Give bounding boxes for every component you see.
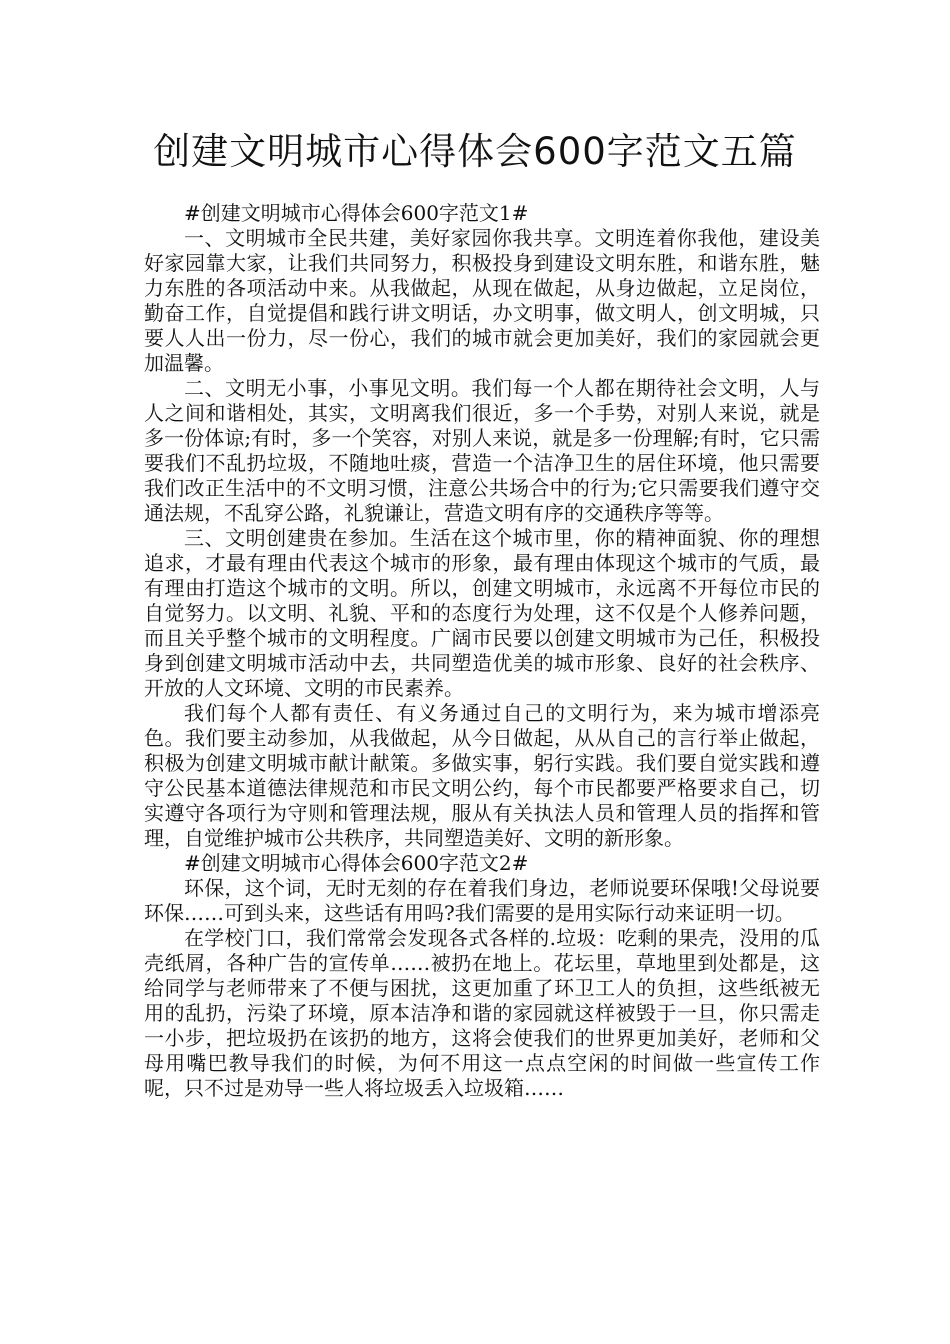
paragraph: 在学校门口，我们常常会发现各式各样的.垃圾：吃剩的果壳，没用的瓜壳纸屑，各种广告的宣传单……被扔在地上。花坛里，草地里到处都是，这给同学与老师带来了不便与困扰，这更加重了环卫工人的负担，这些纸被无用的乱扔，污染了环境，原本洁净和谐的家园就这样被毁于一旦，你只需走一小步，把垃圾扔在该扔的地方，这将会使我们的世界更加美好，老师和父母用嘴巴教导我们的时候，为何不用这一点点空闲的时间做一些宣传工作呢，只不过是劝导一些人将垃圾丢入垃圾箱…… <box>144 926 820 1100</box>
document-body <box>144 201 820 1101</box>
paragraph: 我们每个人都有责任、有义务通过自己的文明行为，来为城市增添亮色。我们要主动参加，从我做起，从今日做起，从从自己的言行举止做起，积极为创建文明城市献计献策。多做实事，躬行实践。我们要自觉实践和遵守公民基本道德法律规范和市民文明公约，每个市民都要严格要求自己，切实遵守各项行为守则和管理法规，服从有关执法人员和管理人员的指挥和管理，自觉维护城市公共秩序，共同塑造美好、文明的新形象。 <box>144 701 820 850</box>
section-heading-2: #创建文明城市心得体会600字范文2# <box>184 851 529 875</box>
section-heading-1: #创建文明城市心得体会600字范文1# <box>184 201 529 225</box>
paragraph: 环保，这个词，无时无刻的存在着我们身边，老师说要环保哦!父母说要环保……可到头来，这些话有用吗?我们需要的是用实际行动来证明一切。 <box>144 876 820 925</box>
document-title: 创建文明城市心得体会600字范文五篇 <box>153 130 797 173</box>
paragraph: 三、文明创建贵在参加。生活在这个城市里，你的精神面貌、你的理想追求，才最有理由代表这个城市的形象，最有理由体现这个城市的气质，最有理由打造这个城市的文明。所以，创建文明城市，永远离不开每位市民的自觉努力。以文明、礼貌、平和的态度行为处理，这不仅是个人修养问题，而且关乎整个城市的文明程度。广阔市民要以创建文明城市为己任，积极投身到创建文明城市活动中去，共同塑造优美的城市形象、良好的社会秩序、开放的人文环境、文明的市民素养。 <box>144 526 820 700</box>
paragraph: 二、文明无小事，小事见文明。我们每一个人都在期待社会文明，人与人之间和谐相处，其实，文明离我们很近，多一个手势，对别人来说，就是多一份体谅;有时，多一个笑容，对别人来说，就是多一份理解;有时，它只需要我们不乱扔垃圾，不随地吐痰，营造一个洁净卫生的居住环境，他只需要我们改正生活中的不文明习惯，注意公共场合中的行为;它只需要我们遵守交通法规，不乱穿公路，礼貌谦让，营造文明有序的交通秩序等等。 <box>144 376 820 525</box>
paragraph: 一、文明城市全民共建，美好家园你我共享。文明连着你我他，建设美好家园靠大家，让我们共同努力，积极投身到建设文明东胜，和谐东胜，魅力东胜的各项活动中来。从我做起，从现在做起，从身边做起，立足岗位，勤奋工作，自觉提倡和践行讲文明话，办文明事，做文明人，创文明城，只要人人出一份力，尽一份心，我们的城市就会更加美好，我们的家园就会更加温馨。 <box>144 226 820 375</box>
